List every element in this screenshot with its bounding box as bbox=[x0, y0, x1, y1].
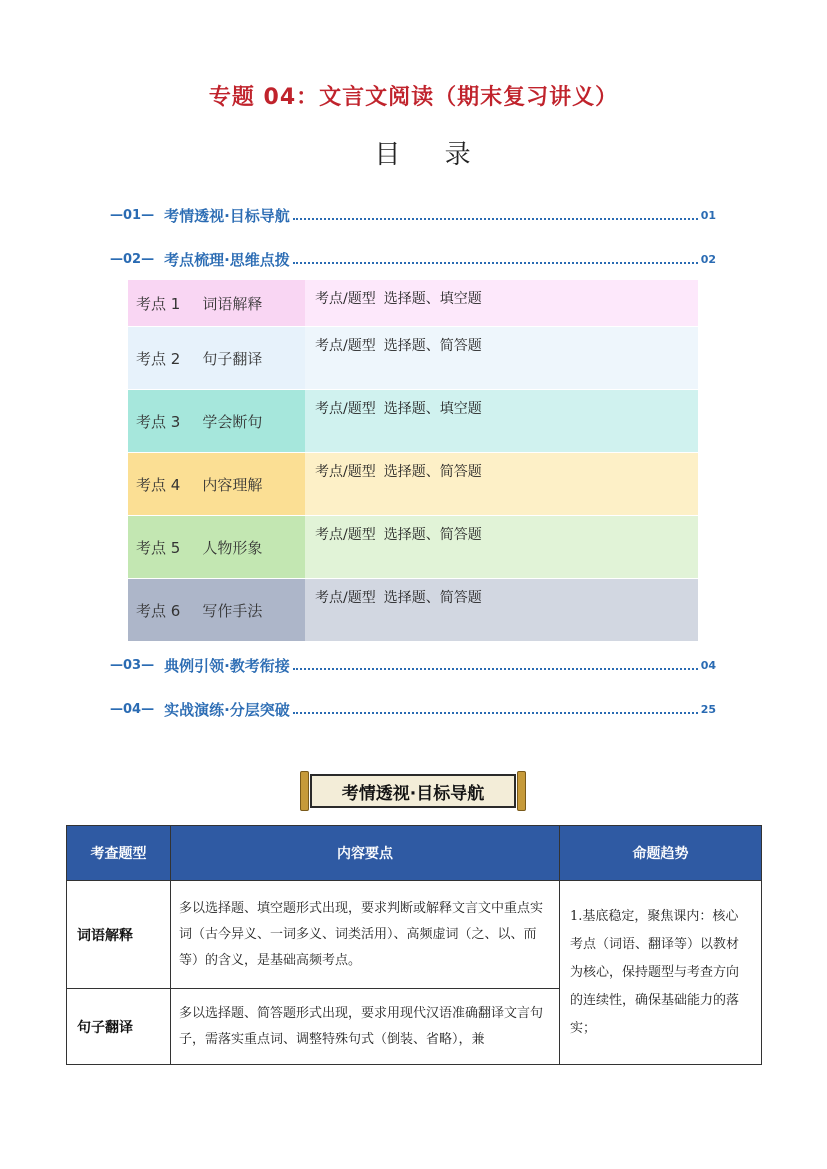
toc-leader-dots bbox=[293, 712, 698, 714]
table-row bbox=[67, 881, 762, 989]
toc-leader-dots bbox=[293, 262, 698, 264]
toc-label: 考点梳理·思维点拨 bbox=[164, 250, 290, 269]
section-banner-title: 考情透视·目标导航 bbox=[310, 774, 516, 808]
kaodian-title: 考点 3 学会断句 bbox=[128, 390, 305, 452]
column-header: 命题趋势 bbox=[560, 826, 762, 881]
kaodian-type: 考点/题型 选择题、简答题 bbox=[305, 327, 698, 389]
toc-leader-dots bbox=[293, 668, 698, 670]
kaodian-type: 考点/题型 选择题、简答题 bbox=[305, 453, 698, 515]
trend-cell: 1.基底稳定，聚焦课内：核心考点（词语、翻译等）以教材为核心，保持题型与考查方向的连续性，确保基础能力的落实； bbox=[560, 881, 762, 1065]
toc-label: 实战演练·分层突破 bbox=[164, 700, 290, 719]
toc-item-4[interactable] bbox=[110, 698, 716, 720]
toc-number: —01— bbox=[110, 207, 155, 223]
question-type-cell: 句子翻译 bbox=[67, 989, 171, 1065]
kaodian-title: 考点 2 句子翻译 bbox=[128, 327, 305, 389]
table-header-row bbox=[67, 826, 762, 881]
kaodian-row-2 bbox=[128, 327, 698, 389]
scroll-roll-right bbox=[517, 771, 526, 811]
toc-item-3[interactable] bbox=[110, 654, 716, 676]
kaodian-type: 考点/题型 选择题、填空题 bbox=[305, 390, 698, 452]
kaodian-row-6 bbox=[128, 579, 698, 641]
toc-label: 典例引领·教考衔接 bbox=[164, 656, 290, 675]
toc-page: 01 bbox=[700, 208, 716, 222]
toc-number: —03— bbox=[110, 657, 155, 673]
kaodian-title: 考点 4 内容理解 bbox=[128, 453, 305, 515]
toc-page: 25 bbox=[700, 702, 716, 716]
content-cell: 多以选择题、填空题形式出现，要求判断或解释文言文中重点实词（古今异义、一词多义、词类活用）、高频虚词（之、以、而等）的含义，是基础高频考点。 bbox=[171, 881, 560, 989]
toc-label: 考情透视·目标导航 bbox=[164, 206, 290, 225]
kaodian-row-5 bbox=[128, 516, 698, 578]
kaodian-title: 考点 6 写作手法 bbox=[128, 579, 305, 641]
toc-leader-dots bbox=[293, 218, 698, 220]
column-header: 内容要点 bbox=[171, 826, 560, 881]
toc-page: 02 bbox=[700, 252, 716, 266]
kaodian-type: 考点/题型 选择题、简答题 bbox=[305, 579, 698, 641]
kaodian-row-3 bbox=[128, 390, 698, 452]
toc-number: —04— bbox=[110, 701, 155, 717]
kaodian-title: 考点 1 词语解释 bbox=[128, 280, 305, 326]
kaodian-title: 考点 5 人物形象 bbox=[128, 516, 305, 578]
content-cell: 多以选择题、简答题形式出现，要求用现代汉语准确翻译文言句子，需落实重点词、调整特殊句式（倒装、省略），兼 bbox=[171, 989, 560, 1065]
toc-page: 04 bbox=[700, 658, 716, 672]
kaodian-table bbox=[128, 280, 698, 642]
kaodian-row-4 bbox=[128, 453, 698, 515]
question-type-cell: 词语解释 bbox=[67, 881, 171, 989]
toc-item-2[interactable] bbox=[110, 248, 716, 270]
toc-heading: 目 录 bbox=[374, 140, 489, 170]
column-header: 考查题型 bbox=[67, 826, 171, 881]
exam-analysis-table bbox=[66, 825, 762, 1065]
kaodian-type: 考点/题型 选择题、简答题 bbox=[305, 516, 698, 578]
document-title: 专题 04：文言文阅读（期末复习讲义） bbox=[208, 85, 619, 110]
toc-item-1[interactable] bbox=[110, 204, 716, 226]
toc-number: —02— bbox=[110, 251, 155, 267]
scroll-roll-left bbox=[300, 771, 309, 811]
section-banner bbox=[300, 771, 526, 813]
kaodian-type: 考点/题型 选择题、填空题 bbox=[305, 280, 698, 326]
kaodian-row-1 bbox=[128, 280, 698, 326]
